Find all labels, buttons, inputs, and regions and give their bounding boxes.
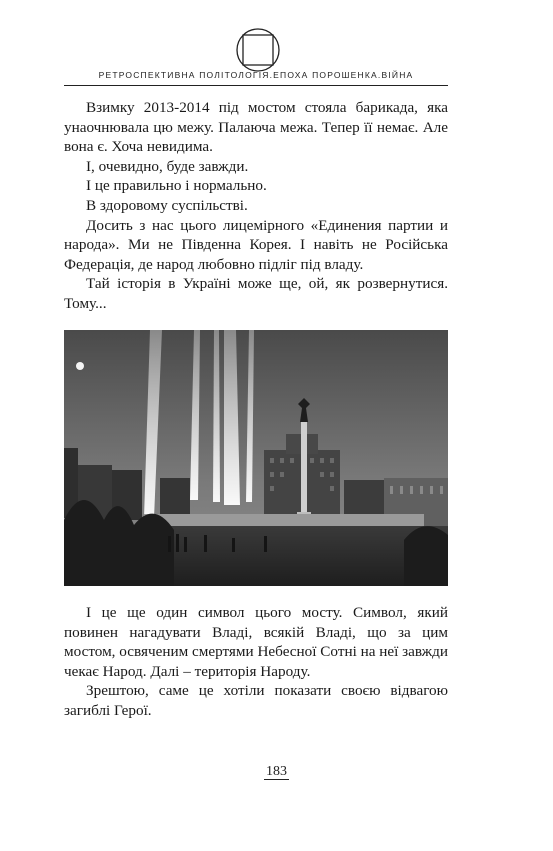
text-block-top: [64, 98, 448, 314]
paragraph: І, очевидно, буде завжди.: [86, 157, 249, 175]
paragraph: Тай історія в Україні може ще, ой, як розвернутися. Тому...: [64, 275, 448, 312]
running-header: РЕТРОСПЕКТИВНА ПОЛІТОЛОГІЯ.ЕПОХА ПОРОШЕНКА.ВІЙНА: [98, 70, 414, 80]
paragraph: Зрештою, саме це хотіли показати своєю відвагою загиблі Герої.: [64, 682, 448, 719]
page-number: [0, 764, 553, 780]
header-rule: [64, 85, 448, 86]
maidan-photo: [64, 330, 448, 586]
paragraph: І це ще один символ цього мосту. Символ, який повинен нагадувати Владі, всякій Владі, що за цим мостом, освяченим смертями Небесної Сотні на неї завжди чекає Народ. Далі – територія Народу.: [64, 604, 448, 680]
text-block-bottom: [64, 603, 448, 721]
page-number-label: 183: [266, 764, 287, 779]
paragraph: І це правильно і нормально.: [86, 177, 267, 195]
paragraph: Взимку 2013-2014 під мостом стояла барикада, яка унаочнювала цю межу. Палаюча межа. Тепер її немає. Але вона є. Хоча невидима.: [64, 99, 448, 156]
paragraph: В здоровому суспільстві.: [86, 196, 248, 214]
publisher-emblem-icon: [232, 26, 284, 74]
paragraph: Досить з нас цього лицемірного «Единения партии и народа». Ми не Південна Корея. І навіть не Російська Федерація, де народ любовно підліг під владу.: [64, 216, 448, 273]
